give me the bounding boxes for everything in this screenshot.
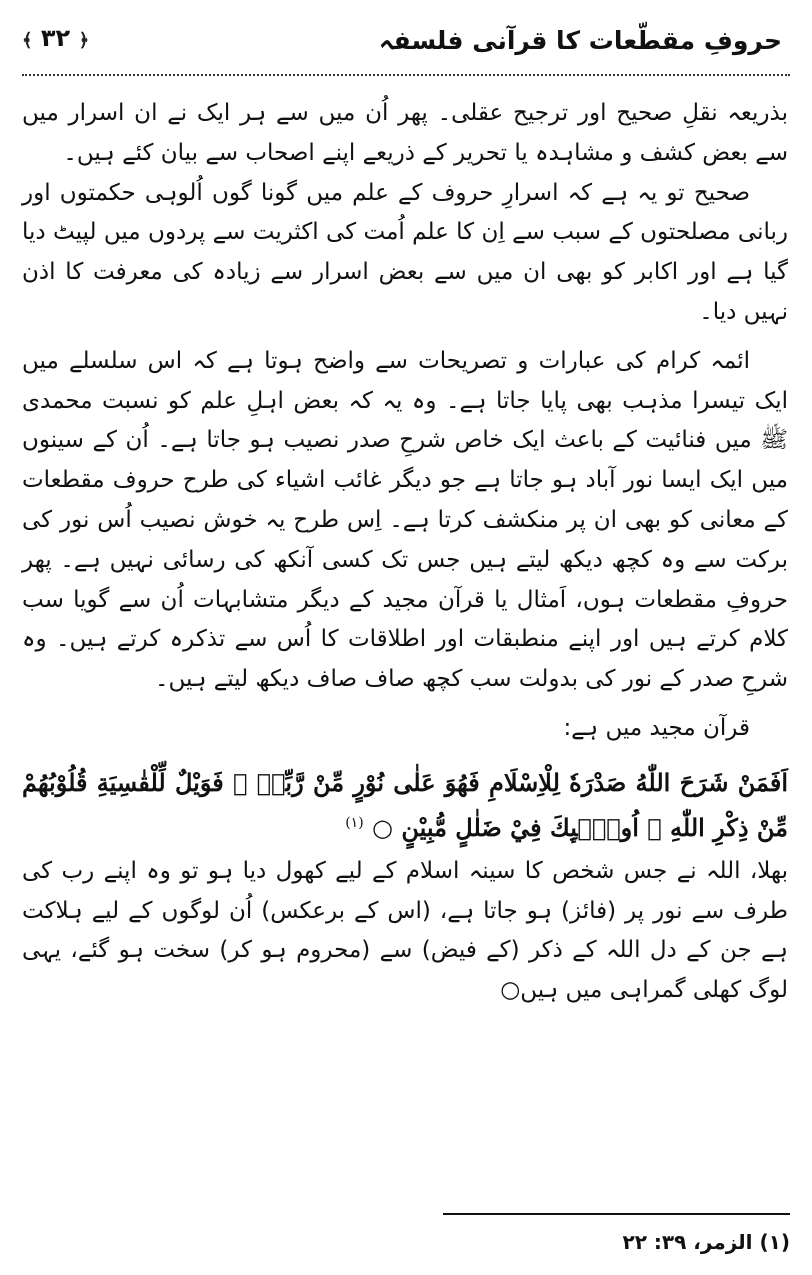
running-title: حروفِ مقطّعات کا قرآنی فلسفہ [378,26,782,55]
ornament-open-icon: ﴿ [78,30,90,51]
page-number-value: ٣٢ [40,24,71,52]
quran-verse [22,763,788,848]
page-number [22,24,89,52]
ornament-close-icon: ﴾ [22,30,33,51]
verse-translation: بھلا، اللہ نے جس شخص کا سینہ اسلام کے لیے کھول دیا ہو تو وہ اپنے رب کی طرف سے نور پر (فائز) ہو جاتا ہے، (اس کے برعکس) اُن لوگوں کے لیے ہلاکت ہے جن کے دل اللہ کے ذکر (کے فیض) سے (محروم ہو کر) سخت ہو گئے، یہی لوگ کھلی گمراہی میں ہیں○ [22,857,788,1004]
verse-intro: قرآن مجید میں ہے: [563,714,750,741]
verse-text: اَفَمَنْ شَرَحَ اللّٰهُ صَدْرَهٗ لِلْاِسْلَامِ فَهُوَ عَلٰى نُوْرٍ مِّنْ رَّبِّهٖ ۭ فَوَيْلٌ لِّلْقٰسِيَةِ قُلُوْبُهُمْ مِّنْ ذِكْرِ اللّٰهِ ۭ اُولٰۗىِٕكَ فِيْ ضَلٰلٍ مُّبِيْنٍ ○ [22,767,788,842]
header-divider [22,74,790,76]
paragraph-1: بذریعہ نقلِ صحیح اور ترجیح عقلی۔ پھر اُن میں سے ہر ایک نے ان اسرار میں سے بعض کشف و مشاہدہ یا تحریر کے ذریعے اپنے اصحاب سے بیان کئے ہیں۔ [22,100,788,166]
footnote-divider [443,1213,790,1215]
footnote: (١) الزمر، ٣٩: ٢٢ [622,1230,790,1254]
page-header [0,0,812,80]
paragraph-2: صحیح تو یہ ہے کہ اسرارِ حروف کے علم میں گونا گوں اُلوہی حکمتوں اور ربانی مصلحتوں کے سبب سے اِن کا علم اُمت کی اکثریت سے پردوں میں لپیٹ دیا گیا ہے اور اکابر کو بھی ان میں سے بعض اسرار سے زیادہ کی معرفت کا اذن نہیں دیا۔ [22,179,788,325]
footnote-marker: (١) [345,814,364,831]
page-body [22,94,788,1011]
paragraph-3: ائمہ کرام کی عبارات و تصریحات سے واضح ہوتا ہے کہ اس سلسلے میں ایک تیسرا مذہب بھی پایا جاتا ہے۔ وہ یہ کہ بعض اہلِ علم کو نسبت محمدی ﷺ میں فنائیت کے باعث ایک خاص شرحِ صدر نصیب ہو جاتا ہے۔ اُن کے سینوں میں ایک ایسا نور آباد ہو جاتا ہے جو دیگر غائب اشیاء کی طرح حروف مقطعات کے معانی کو بھی ان پر منکشف کرتا ہے۔ اِس طرح یہ خوش نصیب اُس نور کی برکت سے وہ کچھ دیکھ لیتے ہیں جس تک کسی آنکھ کی رسائی نہیں ہے۔ پھر حروفِ مقطعات ہوں، اَمثال یا قرآن مجید کے دیگر متشابہات اُن سے گویا سب کلام کرتے ہیں اور اپنے منطبقات اور اطلاقات کا اُس سے تذکرہ کرتے ہیں۔ وہ شرحِ صدر کے نور کی بدولت سب کچھ صاف صاف دیکھ لیتے ہیں۔ [22,347,788,693]
